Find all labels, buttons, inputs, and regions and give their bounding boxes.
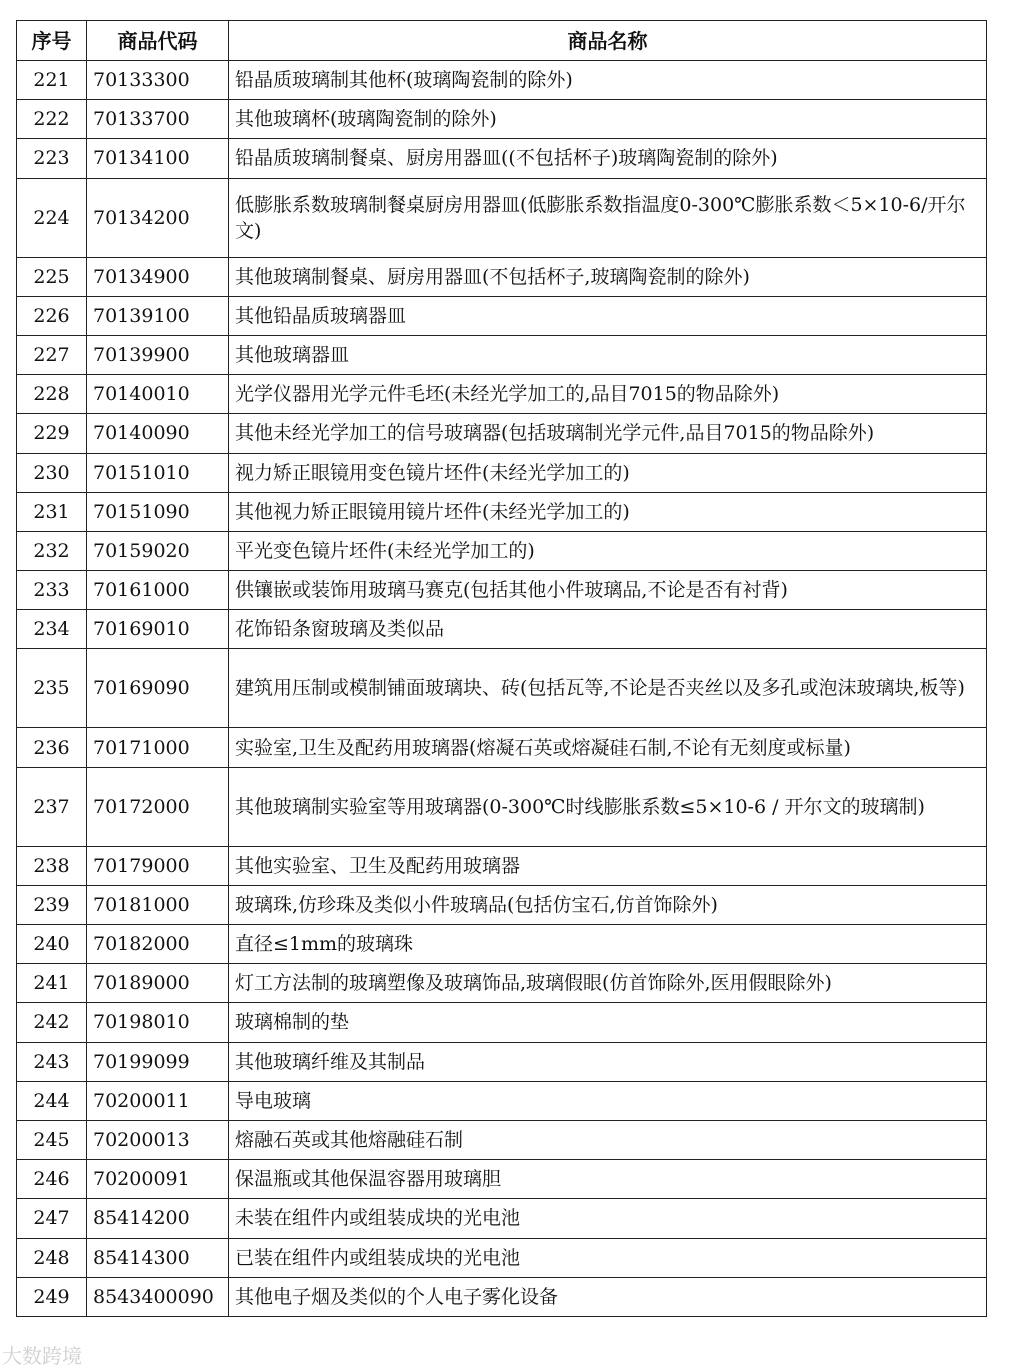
table-row (17, 178, 987, 257)
product-name-cell: 铅晶质玻璃制餐桌、厨房用器皿((不包括杯子)玻璃陶瓷制的除外) (229, 139, 987, 178)
product-code-cell: 70140090 (87, 414, 229, 453)
serial-number-cell: 237 (17, 767, 87, 846)
table-row (17, 964, 987, 1003)
serial-number-cell: 226 (17, 296, 87, 335)
product-name-cell: 熔融石英或其他熔融硅石制 (229, 1120, 987, 1159)
serial-number-cell: 234 (17, 610, 87, 649)
table-row (17, 453, 987, 492)
product-name-cell: 已装在组件内或组装成块的光电池 (229, 1238, 987, 1277)
product-code-cell: 70169090 (87, 649, 229, 728)
table-row (17, 335, 987, 374)
product-name-cell: 平光变色镜片坯件(未经光学加工的) (229, 531, 987, 570)
serial-number-cell: 227 (17, 335, 87, 374)
table-row (17, 649, 987, 728)
serial-number-cell: 239 (17, 885, 87, 924)
table-row (17, 1081, 987, 1120)
product-name-cell: 导电玻璃 (229, 1081, 987, 1120)
serial-number-cell: 247 (17, 1199, 87, 1238)
product-code-cell: 70171000 (87, 728, 229, 767)
product-name-cell: 其他玻璃制餐桌、厨房用器皿(不包括杯子,玻璃陶瓷制的除外) (229, 257, 987, 296)
serial-number-cell: 238 (17, 846, 87, 885)
product-code-cell: 70140010 (87, 375, 229, 414)
table-row (17, 610, 987, 649)
table-row (17, 257, 987, 296)
serial-number-cell: 248 (17, 1238, 87, 1277)
product-name-cell: 其他玻璃纤维及其制品 (229, 1042, 987, 1081)
product-code-cell: 70159020 (87, 531, 229, 570)
serial-number-cell: 235 (17, 649, 87, 728)
table-row (17, 1199, 987, 1238)
product-name-cell: 直径≤1mm的玻璃珠 (229, 925, 987, 964)
product-code-cell: 70134900 (87, 257, 229, 296)
product-code-cell: 70179000 (87, 846, 229, 885)
serial-number-cell: 242 (17, 1003, 87, 1042)
serial-number-cell: 232 (17, 531, 87, 570)
product-name-cell: 未装在组件内或组装成块的光电池 (229, 1199, 987, 1238)
product-name-cell: 供镶嵌或装饰用玻璃马赛克(包括其他小件玻璃品,不论是否有衬背) (229, 571, 987, 610)
header-row (17, 21, 987, 61)
table-row (17, 1160, 987, 1199)
product-name-cell: 实验室,卫生及配药用玻璃器(熔凝石英或熔凝硅石制,不论有无刻度或标量) (229, 728, 987, 767)
product-code-cell: 70198010 (87, 1003, 229, 1042)
product-code-cell: 70172000 (87, 767, 229, 846)
table-row (17, 61, 987, 100)
table-row (17, 414, 987, 453)
product-name-cell: 保温瓶或其他保温容器用玻璃胆 (229, 1160, 987, 1199)
table-row (17, 100, 987, 139)
product-name-cell: 其他实验室、卫生及配药用玻璃器 (229, 846, 987, 885)
table-row (17, 375, 987, 414)
serial-number-cell: 240 (17, 925, 87, 964)
table-row (17, 767, 987, 846)
serial-number-cell: 221 (17, 61, 87, 100)
product-code-cell: 70151010 (87, 453, 229, 492)
product-code-cell: 70199099 (87, 1042, 229, 1081)
table-row (17, 296, 987, 335)
product-name-cell: 建筑用压制或模制铺面玻璃块、砖(包括瓦等,不论是否夹丝以及多孔或泡沫玻璃块,板等) (229, 649, 987, 728)
product-code-cell: 70200011 (87, 1081, 229, 1120)
table-row (17, 1042, 987, 1081)
product-code-cell: 70134200 (87, 178, 229, 257)
product-code-cell: 85414200 (87, 1199, 229, 1238)
serial-number-cell: 246 (17, 1160, 87, 1199)
table-row (17, 925, 987, 964)
serial-number-cell: 236 (17, 728, 87, 767)
serial-number-cell: 225 (17, 257, 87, 296)
product-code-cell: 70189000 (87, 964, 229, 1003)
product-code-cell: 70200013 (87, 1120, 229, 1159)
product-name-cell: 其他视力矫正眼镜用镜片坯件(未经光学加工的) (229, 492, 987, 531)
product-name-cell: 其他电子烟及类似的个人电子雾化设备 (229, 1277, 987, 1316)
product-code-cell: 70139100 (87, 296, 229, 335)
table-row (17, 885, 987, 924)
product-code-cell: 8543400090 (87, 1277, 229, 1316)
table-row (17, 728, 987, 767)
serial-number-cell: 231 (17, 492, 87, 531)
product-code-cell: 70139900 (87, 335, 229, 374)
serial-number-cell: 243 (17, 1042, 87, 1081)
serial-number-cell: 241 (17, 964, 87, 1003)
table-row (17, 571, 987, 610)
serial-number-cell: 224 (17, 178, 87, 257)
serial-number-cell: 233 (17, 571, 87, 610)
product-code-cell: 70200091 (87, 1160, 229, 1199)
serial-number-cell: 228 (17, 375, 87, 414)
table-row (17, 1277, 987, 1316)
table-row (17, 531, 987, 570)
watermark: 大数跨境 (2, 1344, 82, 1368)
table-row (17, 1003, 987, 1042)
product-name-cell: 低膨胀系数玻璃制餐桌厨房用器皿(低膨胀系数指温度0-300℃膨胀系数＜5×10-6/开尔文) (229, 178, 987, 257)
serial-number-cell: 222 (17, 100, 87, 139)
serial-number-cell: 223 (17, 139, 87, 178)
serial-number-cell: 230 (17, 453, 87, 492)
product-name-cell: 玻璃珠,仿珍珠及类似小件玻璃品(包括仿宝石,仿首饰除外) (229, 885, 987, 924)
table-row (17, 846, 987, 885)
product-name-cell: 光学仪器用光学元件毛坯(未经光学加工的,品目7015的物品除外) (229, 375, 987, 414)
serial-number-cell: 244 (17, 1081, 87, 1120)
product-name-cell: 花饰铅条窗玻璃及类似品 (229, 610, 987, 649)
product-code-cell: 70182000 (87, 925, 229, 964)
product-name-cell: 视力矫正眼镜用变色镜片坯件(未经光学加工的) (229, 453, 987, 492)
header-product-code: 商品代码 (87, 21, 229, 61)
table-row (17, 1238, 987, 1277)
product-name-cell: 其他铅晶质玻璃器皿 (229, 296, 987, 335)
product-code-cell: 70134100 (87, 139, 229, 178)
header-product-name: 商品名称 (229, 21, 987, 61)
product-code-cell: 70169010 (87, 610, 229, 649)
product-name-cell: 灯工方法制的玻璃塑像及玻璃饰品,玻璃假眼(仿首饰除外,医用假眼除外) (229, 964, 987, 1003)
product-code-cell: 85414300 (87, 1238, 229, 1277)
table-row (17, 1120, 987, 1159)
table-row (17, 492, 987, 531)
product-name-cell: 其他玻璃杯(玻璃陶瓷制的除外) (229, 100, 987, 139)
product-code-cell: 70133300 (87, 61, 229, 100)
serial-number-cell: 245 (17, 1120, 87, 1159)
goods-table (16, 20, 987, 1317)
product-name-cell: 其他玻璃制实验室等用玻璃器(0-300℃时线膨胀系数≤5×10-6 / 开尔文的玻璃制) (229, 767, 987, 846)
product-name-cell: 其他玻璃器皿 (229, 335, 987, 374)
table-row (17, 139, 987, 178)
product-code-cell: 70133700 (87, 100, 229, 139)
product-name-cell: 铅晶质玻璃制其他杯(玻璃陶瓷制的除外) (229, 61, 987, 100)
product-code-cell: 70181000 (87, 885, 229, 924)
product-code-cell: 70151090 (87, 492, 229, 531)
serial-number-cell: 229 (17, 414, 87, 453)
header-serial-number: 序号 (17, 21, 87, 61)
product-name-cell: 玻璃棉制的垫 (229, 1003, 987, 1042)
product-code-cell: 70161000 (87, 571, 229, 610)
product-name-cell: 其他未经光学加工的信号玻璃器(包括玻璃制光学元件,品目7015的物品除外) (229, 414, 987, 453)
serial-number-cell: 249 (17, 1277, 87, 1316)
